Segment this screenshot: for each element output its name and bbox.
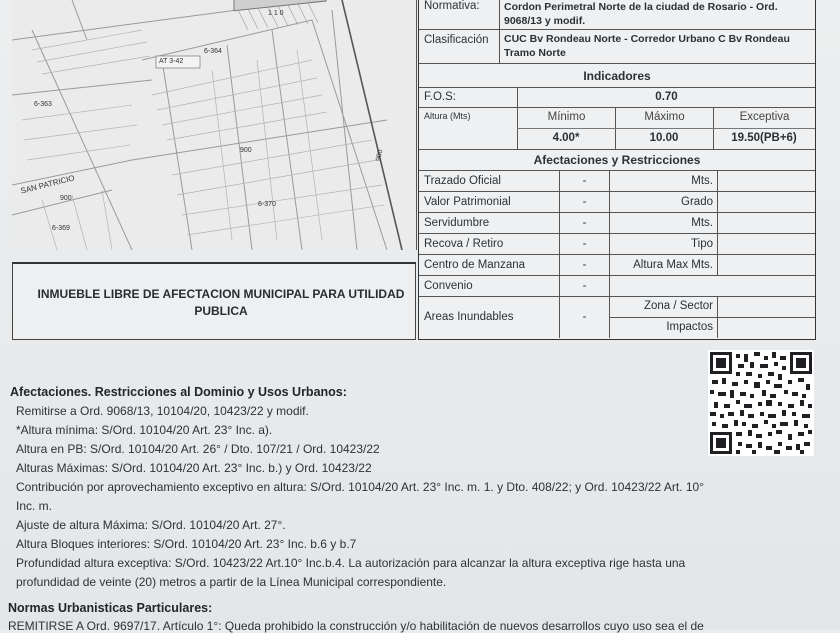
- normativa-label: Normativa:: [424, 0, 480, 12]
- row-altura: [419, 108, 815, 150]
- map-label-6-370: 6-370: [258, 201, 276, 208]
- valor-value: -: [559, 192, 609, 212]
- convenio-field: [609, 276, 815, 296]
- body-line-4: Alturas Máximas: S/Ord. 10104/20 Art. 23° Inc. b.) y Ord. 10423/22: [16, 461, 372, 475]
- map-label-6-364: 6-364: [204, 48, 222, 55]
- fos-label: F.O.S:: [424, 91, 456, 103]
- body-line-5: Contribución por aprovechamiento exceptivo en altura: S/Ord. 10104/20 Art. 23° Inc. m. 1. y Dto. 408/22; y Ord. 10423/22 Art. 10°: [16, 480, 704, 494]
- areas-label: Areas Inundables: [424, 311, 514, 323]
- recova-value: -: [559, 234, 609, 254]
- map-drawing: [12, 0, 416, 250]
- recova-unit: Tipo: [609, 234, 717, 254]
- valor-unit: Grado: [609, 192, 717, 212]
- cadastral-map: [12, 0, 417, 250]
- map-label-900-c: 900: [60, 195, 72, 202]
- body-line-6: Inc. m.: [16, 499, 53, 513]
- body-line-7: Ajuste de altura Máxima: S/Ord. 10104/20 Art. 27°.: [16, 518, 286, 532]
- row-areas: [419, 297, 815, 338]
- map-label-900-b: 900: [375, 149, 385, 162]
- body-line-8: Altura Bloques interiores: S/Ord. 10104/20 Art. 23° Inc. b.6 y b.7: [16, 537, 357, 551]
- map-label-street: SAN PATRICIO: [19, 173, 76, 196]
- minimo-value: 4.00*: [552, 132, 580, 144]
- minimo-label: Mínimo: [517, 108, 615, 149]
- map-label-900-a: 900: [240, 147, 252, 154]
- fos-value: 0.70: [517, 88, 815, 107]
- exceptiva-label: Exceptiva: [713, 108, 815, 149]
- servidumbre-unit: Mts.: [609, 213, 717, 233]
- row-fos: [419, 88, 815, 108]
- row-indicadores: [419, 64, 815, 88]
- clasificacion-label: Clasificación: [424, 34, 489, 46]
- clasificacion-value: CUC Bv Rondeau Norte - Corredor Urbano C Bv Rondeau Tramo Norte: [499, 30, 815, 63]
- row-clasificacion: [419, 30, 815, 64]
- normativa-value: Cordon Perimetral Norte de la ciudad de Rosario - Ord. 9068/13 y modif.: [499, 0, 815, 29]
- heading-normas: Normas Urbanisticas Particulares:: [8, 601, 213, 615]
- map-label-6-363: 6-363: [34, 101, 52, 108]
- areas-value: -: [559, 297, 609, 338]
- exceptiva-value: 19.50(PB+6): [731, 132, 797, 144]
- free-of-affectation-box: [12, 262, 416, 340]
- centro-unit: Altura Max Mts.: [609, 255, 717, 275]
- map-label-parcel: 1 1 0: [268, 10, 284, 17]
- map-label-6-369: 6-369: [52, 225, 70, 232]
- convenio-value: -: [559, 276, 609, 296]
- trazado-field: [717, 171, 815, 191]
- row-normativa: [419, 0, 815, 30]
- zona-field: [717, 297, 815, 318]
- servidumbre-label: Servidumbre: [424, 217, 490, 229]
- free-of-affectation-text: INMUEBLE LIBRE DE AFECTACION MUNICIPAL PARA UTILIDAD PUBLICA: [37, 287, 405, 318]
- zoning-table: [418, 0, 816, 340]
- centro-value: -: [559, 255, 609, 275]
- indicadores-title: Indicadores: [583, 69, 651, 83]
- row-centro: [419, 255, 815, 276]
- centro-field: [717, 255, 815, 275]
- maximo-value: 10.00: [649, 132, 679, 144]
- valor-label: Valor Patrimonial: [424, 196, 511, 208]
- trazado-value: -: [559, 171, 609, 191]
- maximo-label: Máximo: [615, 108, 713, 149]
- row-recova: [419, 234, 815, 255]
- body-last-line: REMITIRSE A Ord. 9697/17. Artículo 1°: Queda prohibido la construcción y/o habilitación de nuevos desarrollos cuyo uso sea el de: [8, 619, 704, 633]
- servidumbre-value: -: [559, 213, 609, 233]
- valor-field: [717, 192, 815, 212]
- body-line-1: Remitirse a Ord. 9068/13, 10104/20, 10423/22 y modif.: [16, 404, 309, 418]
- row-convenio: [419, 276, 815, 297]
- row-valor: [419, 192, 815, 213]
- trazado-label: Trazado Oficial: [424, 175, 501, 187]
- recova-field: [717, 234, 815, 254]
- heading-afectaciones: Afectaciones. Restricciones al Dominio y Usos Urbanos:: [10, 385, 347, 399]
- afectaciones-title: Afectaciones y Restricciones: [533, 153, 701, 167]
- row-trazado: [419, 171, 815, 192]
- qr-code-graphic: [708, 350, 814, 456]
- body-line-2: *Altura mínima: S/Ord. 10104/20 Art. 23° Inc. a).: [16, 423, 273, 437]
- map-label-at: AT 3-42: [159, 58, 184, 65]
- impactos-label: Impactos: [609, 318, 717, 338]
- qr-code: [708, 350, 814, 456]
- zona-label: Zona / Sector: [609, 297, 717, 318]
- body-line-3: Altura en PB: S/Ord. 10104/20 Art. 26° / Dto. 107/21 / Ord. 10423/22: [16, 442, 380, 456]
- altura-divider: [517, 128, 815, 129]
- impactos-field: [717, 318, 815, 338]
- recova-label: Recova / Retiro: [424, 238, 504, 250]
- centro-label: Centro de Manzana: [424, 259, 526, 271]
- trazado-unit: Mts.: [609, 171, 717, 191]
- row-afectaciones-title: [419, 150, 815, 171]
- body-line-10: profundidad de veinte (20) metros a partir de la Línea Municipal correspondiente.: [16, 575, 447, 589]
- altura-label: Altura (Mts): [424, 111, 471, 121]
- body-line-9: Profundidad altura exceptiva: S/Ord. 10423/22 Art.10° Inc.b.4. La autorización para alcanzar la altura exceptiva rige hasta una: [16, 556, 686, 570]
- servidumbre-field: [717, 213, 815, 233]
- row-servidumbre: [419, 213, 815, 234]
- convenio-label: Convenio: [424, 280, 473, 292]
